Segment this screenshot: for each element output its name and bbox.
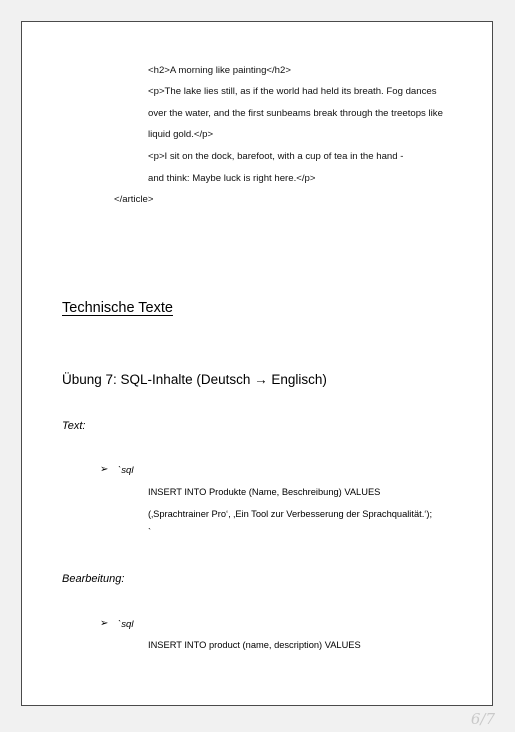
text-label: Text:	[62, 420, 86, 432]
code-line: INSERT INTO product (name, description) VALUES	[148, 640, 361, 650]
article-line: liquid gold.</p>	[148, 129, 214, 140]
article-closing-tag: </article>	[114, 194, 154, 205]
article-line: <p>I sit on the dock, barefoot, with a cup of tea in the hand -	[148, 151, 404, 162]
article-line: <p>The lake lies still, as if the world had held its breath. Fog dances	[148, 86, 437, 97]
code-line: INSERT INTO Produkte (Name, Beschreibung) VALUES	[148, 487, 381, 497]
editing-label: Bearbeitung:	[62, 573, 125, 585]
page-number: 6/7	[470, 710, 495, 728]
article-line: and think: Maybe luck is right here.</p>	[148, 173, 316, 184]
code-line: (‚Sprachtrainer Pro‘, ‚Ein Tool zur Verbesserung der Sprachqualität.‘);	[148, 509, 433, 519]
code-line: `	[148, 527, 152, 537]
bullet-label: `sql	[118, 465, 134, 476]
arrow-bullet-icon: ➢	[100, 464, 109, 475]
bullet-label: `sql	[118, 619, 134, 630]
arrow-bullet-icon: ➢	[100, 618, 109, 629]
article-line: <h2>A morning like painting</h2>	[148, 65, 291, 76]
article-line: over the water, and the first sunbeams break through the treetops like	[148, 108, 443, 119]
document-page	[21, 21, 493, 706]
section-title: Technische Texte	[62, 300, 173, 316]
exercise-title: Übung 7: SQL-Inhalte (Deutsch → Englisch)	[62, 372, 327, 387]
